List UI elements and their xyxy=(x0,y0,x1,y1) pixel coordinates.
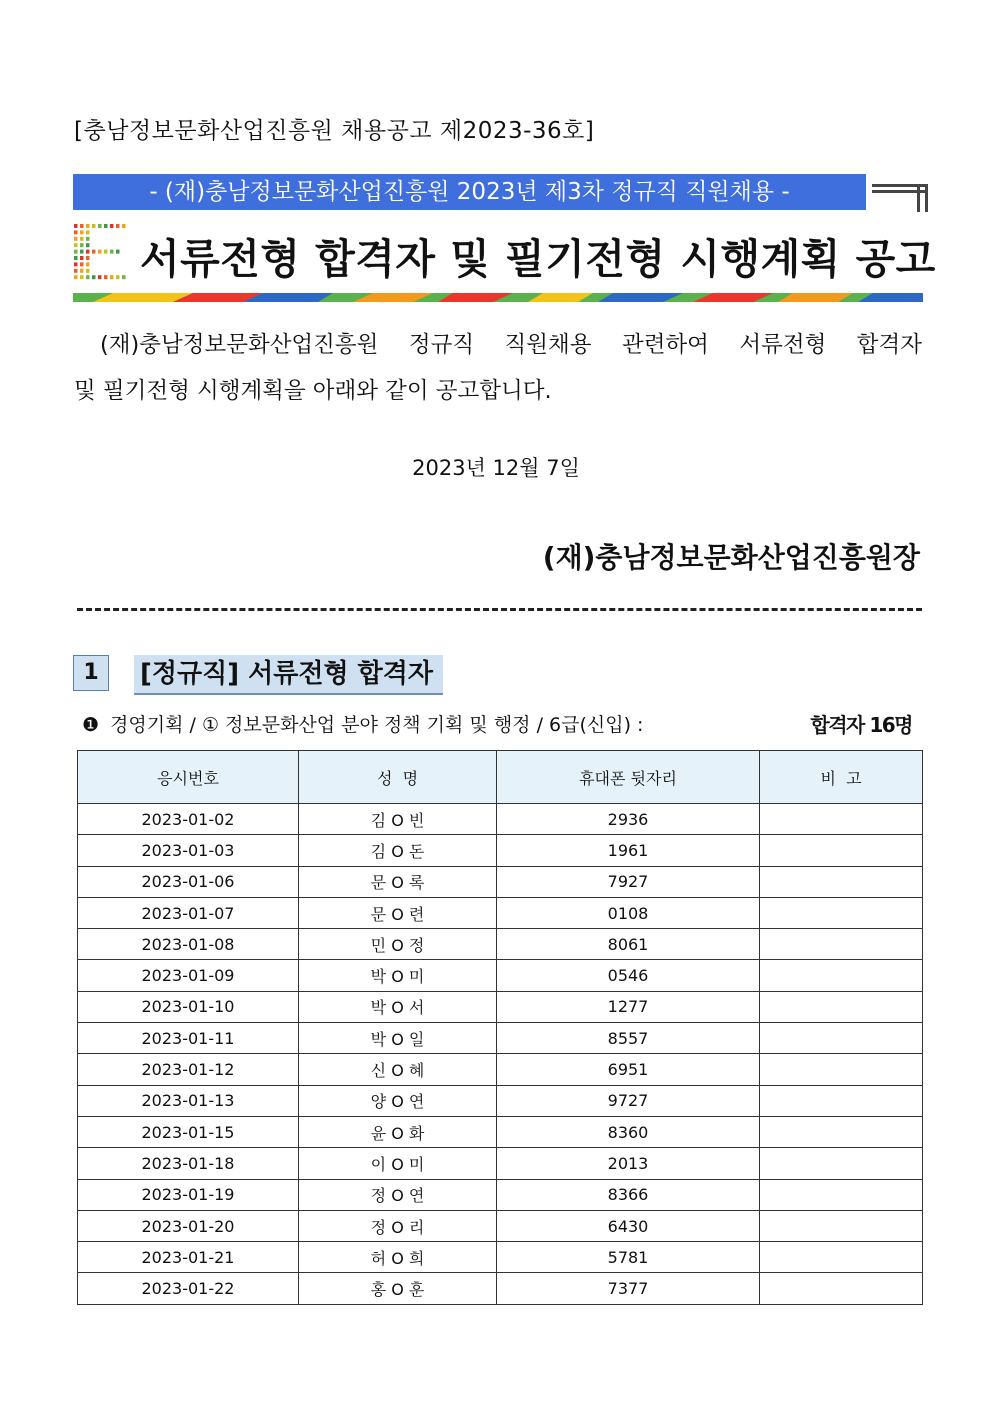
cell-name: 이 O 미 xyxy=(299,1148,497,1179)
sub-heading: 경영기획 / ① 정보문화산업 분야 정책 기획 및 행정 / 6급(신입) : xyxy=(110,714,644,736)
logo-dot xyxy=(74,262,78,266)
logo-dot xyxy=(80,256,84,260)
cell-remarks xyxy=(760,1273,923,1304)
cell-phone-digits: 0108 xyxy=(497,897,760,928)
cell-exam-number: 2023-01-18 xyxy=(78,1148,299,1179)
cell-remarks xyxy=(760,991,923,1022)
cell-exam-number: 2023-01-13 xyxy=(78,1085,299,1116)
logo-dot xyxy=(98,250,102,254)
subtitle-banner: - (재)충남정보문화산업진흥원 2023년 제3차 정규직 직원채용 - xyxy=(73,174,866,210)
cell-name: 김 O 돈 xyxy=(299,835,497,866)
cell-remarks xyxy=(760,835,923,866)
table-row xyxy=(78,804,923,835)
cell-phone-digits: 6430 xyxy=(497,1210,760,1241)
logo-dot xyxy=(86,269,90,273)
logo-dot xyxy=(122,275,126,279)
logo-dot xyxy=(80,275,84,279)
cell-name: 윤 O 화 xyxy=(299,1116,497,1147)
logo-dot xyxy=(80,237,84,241)
table-row xyxy=(78,897,923,928)
decorative-color-bar xyxy=(73,293,923,302)
cell-remarks xyxy=(760,1242,923,1273)
logo-dot xyxy=(86,250,90,254)
corner-bracket-icon xyxy=(872,184,930,214)
cell-phone-digits: 9727 xyxy=(497,1085,760,1116)
cell-remarks xyxy=(760,1023,923,1054)
cell-phone-digits: 8366 xyxy=(497,1179,760,1210)
header-remarks: 비 고 xyxy=(760,751,923,804)
logo-dot xyxy=(86,243,90,247)
logo-dot xyxy=(86,224,90,228)
sub-heading-row xyxy=(82,710,912,740)
table-row xyxy=(78,866,923,897)
cell-phone-digits: 6951 xyxy=(497,1054,760,1085)
logo-dot xyxy=(74,243,78,247)
logo-dot xyxy=(104,275,108,279)
logo-dot xyxy=(104,224,108,228)
table-row xyxy=(78,1023,923,1054)
logo-dot xyxy=(80,243,84,247)
cell-exam-number: 2023-01-19 xyxy=(78,1179,299,1210)
cell-phone-digits: 8360 xyxy=(497,1116,760,1147)
cell-phone-digits: 2013 xyxy=(497,1148,760,1179)
issuer-name: (재)충남정보문화산업진흥원장 xyxy=(542,541,920,574)
logo-dot xyxy=(116,250,120,254)
table-row xyxy=(78,835,923,866)
header-phone-digits: 휴대폰 뒷자리 xyxy=(497,751,760,804)
logo-dot xyxy=(110,250,114,254)
cell-exam-number: 2023-01-22 xyxy=(78,1273,299,1304)
cell-name: 문 O 록 xyxy=(299,866,497,897)
logo-dot xyxy=(80,269,84,273)
logo-dot xyxy=(86,237,90,241)
cell-name: 문 O 련 xyxy=(299,897,497,928)
header-name: 성 명 xyxy=(299,751,497,804)
bullet-one-icon: ❶ xyxy=(82,714,100,736)
cell-name: 허 O 희 xyxy=(299,1242,497,1273)
logo-dot xyxy=(80,230,84,234)
logo-dot xyxy=(80,224,84,228)
cell-exam-number: 2023-01-10 xyxy=(78,991,299,1022)
cell-name: 박 O 일 xyxy=(299,1023,497,1054)
logo-dot xyxy=(80,262,84,266)
cell-exam-number: 2023-01-09 xyxy=(78,960,299,991)
table-row xyxy=(78,1085,923,1116)
cell-phone-digits: 8061 xyxy=(497,929,760,960)
cell-remarks xyxy=(760,1054,923,1085)
cell-remarks xyxy=(760,929,923,960)
logo-dot xyxy=(98,275,102,279)
logo-dot xyxy=(92,275,96,279)
cell-remarks xyxy=(760,1085,923,1116)
cell-phone-digits: 1277 xyxy=(497,991,760,1022)
cell-exam-number: 2023-01-03 xyxy=(78,835,299,866)
page-title: 서류전형 합격자 및 필기전형 시행계획 공고 xyxy=(140,235,936,283)
cell-remarks xyxy=(760,1116,923,1147)
logo-dot xyxy=(80,250,84,254)
cell-exam-number: 2023-01-21 xyxy=(78,1242,299,1273)
table-row xyxy=(78,929,923,960)
cell-name: 김 O 빈 xyxy=(299,804,497,835)
logo-dot xyxy=(110,275,114,279)
logo-dot xyxy=(86,256,90,260)
cell-phone-digits: 5781 xyxy=(497,1242,760,1273)
cell-exam-number: 2023-01-06 xyxy=(78,866,299,897)
logo-dot xyxy=(110,224,114,228)
cell-exam-number: 2023-01-07 xyxy=(78,897,299,928)
cell-name: 정 O 리 xyxy=(299,1210,497,1241)
cell-name: 박 O 서 xyxy=(299,991,497,1022)
cell-name: 신 O 혜 xyxy=(299,1054,497,1085)
cell-phone-digits: 8557 xyxy=(497,1023,760,1054)
section-title: [정규직] 서류전형 합격자 xyxy=(134,655,443,693)
cell-name: 양 O 연 xyxy=(299,1085,497,1116)
logo-dot xyxy=(86,275,90,279)
logo-dot xyxy=(74,256,78,260)
logo-dot xyxy=(98,224,102,228)
logo-dots-icon xyxy=(74,224,128,282)
cell-name: 박 O 미 xyxy=(299,960,497,991)
cell-exam-number: 2023-01-15 xyxy=(78,1116,299,1147)
table-row xyxy=(78,1242,923,1273)
logo-dot xyxy=(74,269,78,273)
cell-exam-number: 2023-01-20 xyxy=(78,1210,299,1241)
cell-name: 정 O 연 xyxy=(299,1179,497,1210)
logo-dot xyxy=(74,224,78,228)
cell-remarks xyxy=(760,804,923,835)
table-row xyxy=(78,1210,923,1241)
result-table xyxy=(77,750,923,1305)
cell-remarks xyxy=(760,960,923,991)
dashed-divider xyxy=(77,608,922,611)
table-row xyxy=(78,1054,923,1085)
logo-dot xyxy=(74,230,78,234)
cell-phone-digits: 7377 xyxy=(497,1273,760,1304)
cell-exam-number: 2023-01-08 xyxy=(78,929,299,960)
cell-remarks xyxy=(760,1179,923,1210)
logo-dot xyxy=(104,250,108,254)
cell-remarks xyxy=(760,866,923,897)
table-row xyxy=(78,1179,923,1210)
table-row xyxy=(78,1148,923,1179)
header-exam-number: 응시번호 xyxy=(78,751,299,804)
cell-remarks xyxy=(760,1210,923,1241)
cell-phone-digits: 7927 xyxy=(497,866,760,897)
notice-date: 2023년 12월 7일 xyxy=(412,456,580,480)
logo-dot xyxy=(74,275,78,279)
cell-phone-digits: 1961 xyxy=(497,835,760,866)
cell-exam-number: 2023-01-12 xyxy=(78,1054,299,1085)
logo-dot xyxy=(116,275,120,279)
logo-dot xyxy=(116,224,120,228)
section-number: 1 xyxy=(73,655,109,691)
table-row xyxy=(78,991,923,1022)
intro-line-1: (재)충남정보문화산업진흥원 정규직 직원채용 관련하여 서류전형 합격자 xyxy=(100,332,922,358)
logo-dot xyxy=(86,230,90,234)
logo-dot xyxy=(122,224,126,228)
table-row xyxy=(78,1116,923,1147)
cell-name: 홍 O 훈 xyxy=(299,1273,497,1304)
notice-number: [충남정보문화산업진흥원 채용공고 제2023-36호] xyxy=(74,118,595,144)
cell-name: 민 O 정 xyxy=(299,929,497,960)
logo-dot xyxy=(74,250,78,254)
cell-exam-number: 2023-01-11 xyxy=(78,1023,299,1054)
table-row xyxy=(78,1273,923,1304)
logo-dot xyxy=(74,237,78,241)
logo-dot xyxy=(92,224,96,228)
pass-count: 합격자 16명 xyxy=(810,713,912,737)
cell-exam-number: 2023-01-02 xyxy=(78,804,299,835)
logo-dot xyxy=(86,262,90,266)
table-row xyxy=(78,960,923,991)
intro-paragraph xyxy=(74,322,922,414)
intro-line-2: 및 필기전형 시행계획을 아래와 같이 공고합니다. xyxy=(74,378,552,404)
table-header-row xyxy=(78,751,923,804)
cell-remarks xyxy=(760,1148,923,1179)
logo-dot xyxy=(92,250,96,254)
cell-remarks xyxy=(760,897,923,928)
cell-phone-digits: 0546 xyxy=(497,960,760,991)
cell-phone-digits: 2936 xyxy=(497,804,760,835)
